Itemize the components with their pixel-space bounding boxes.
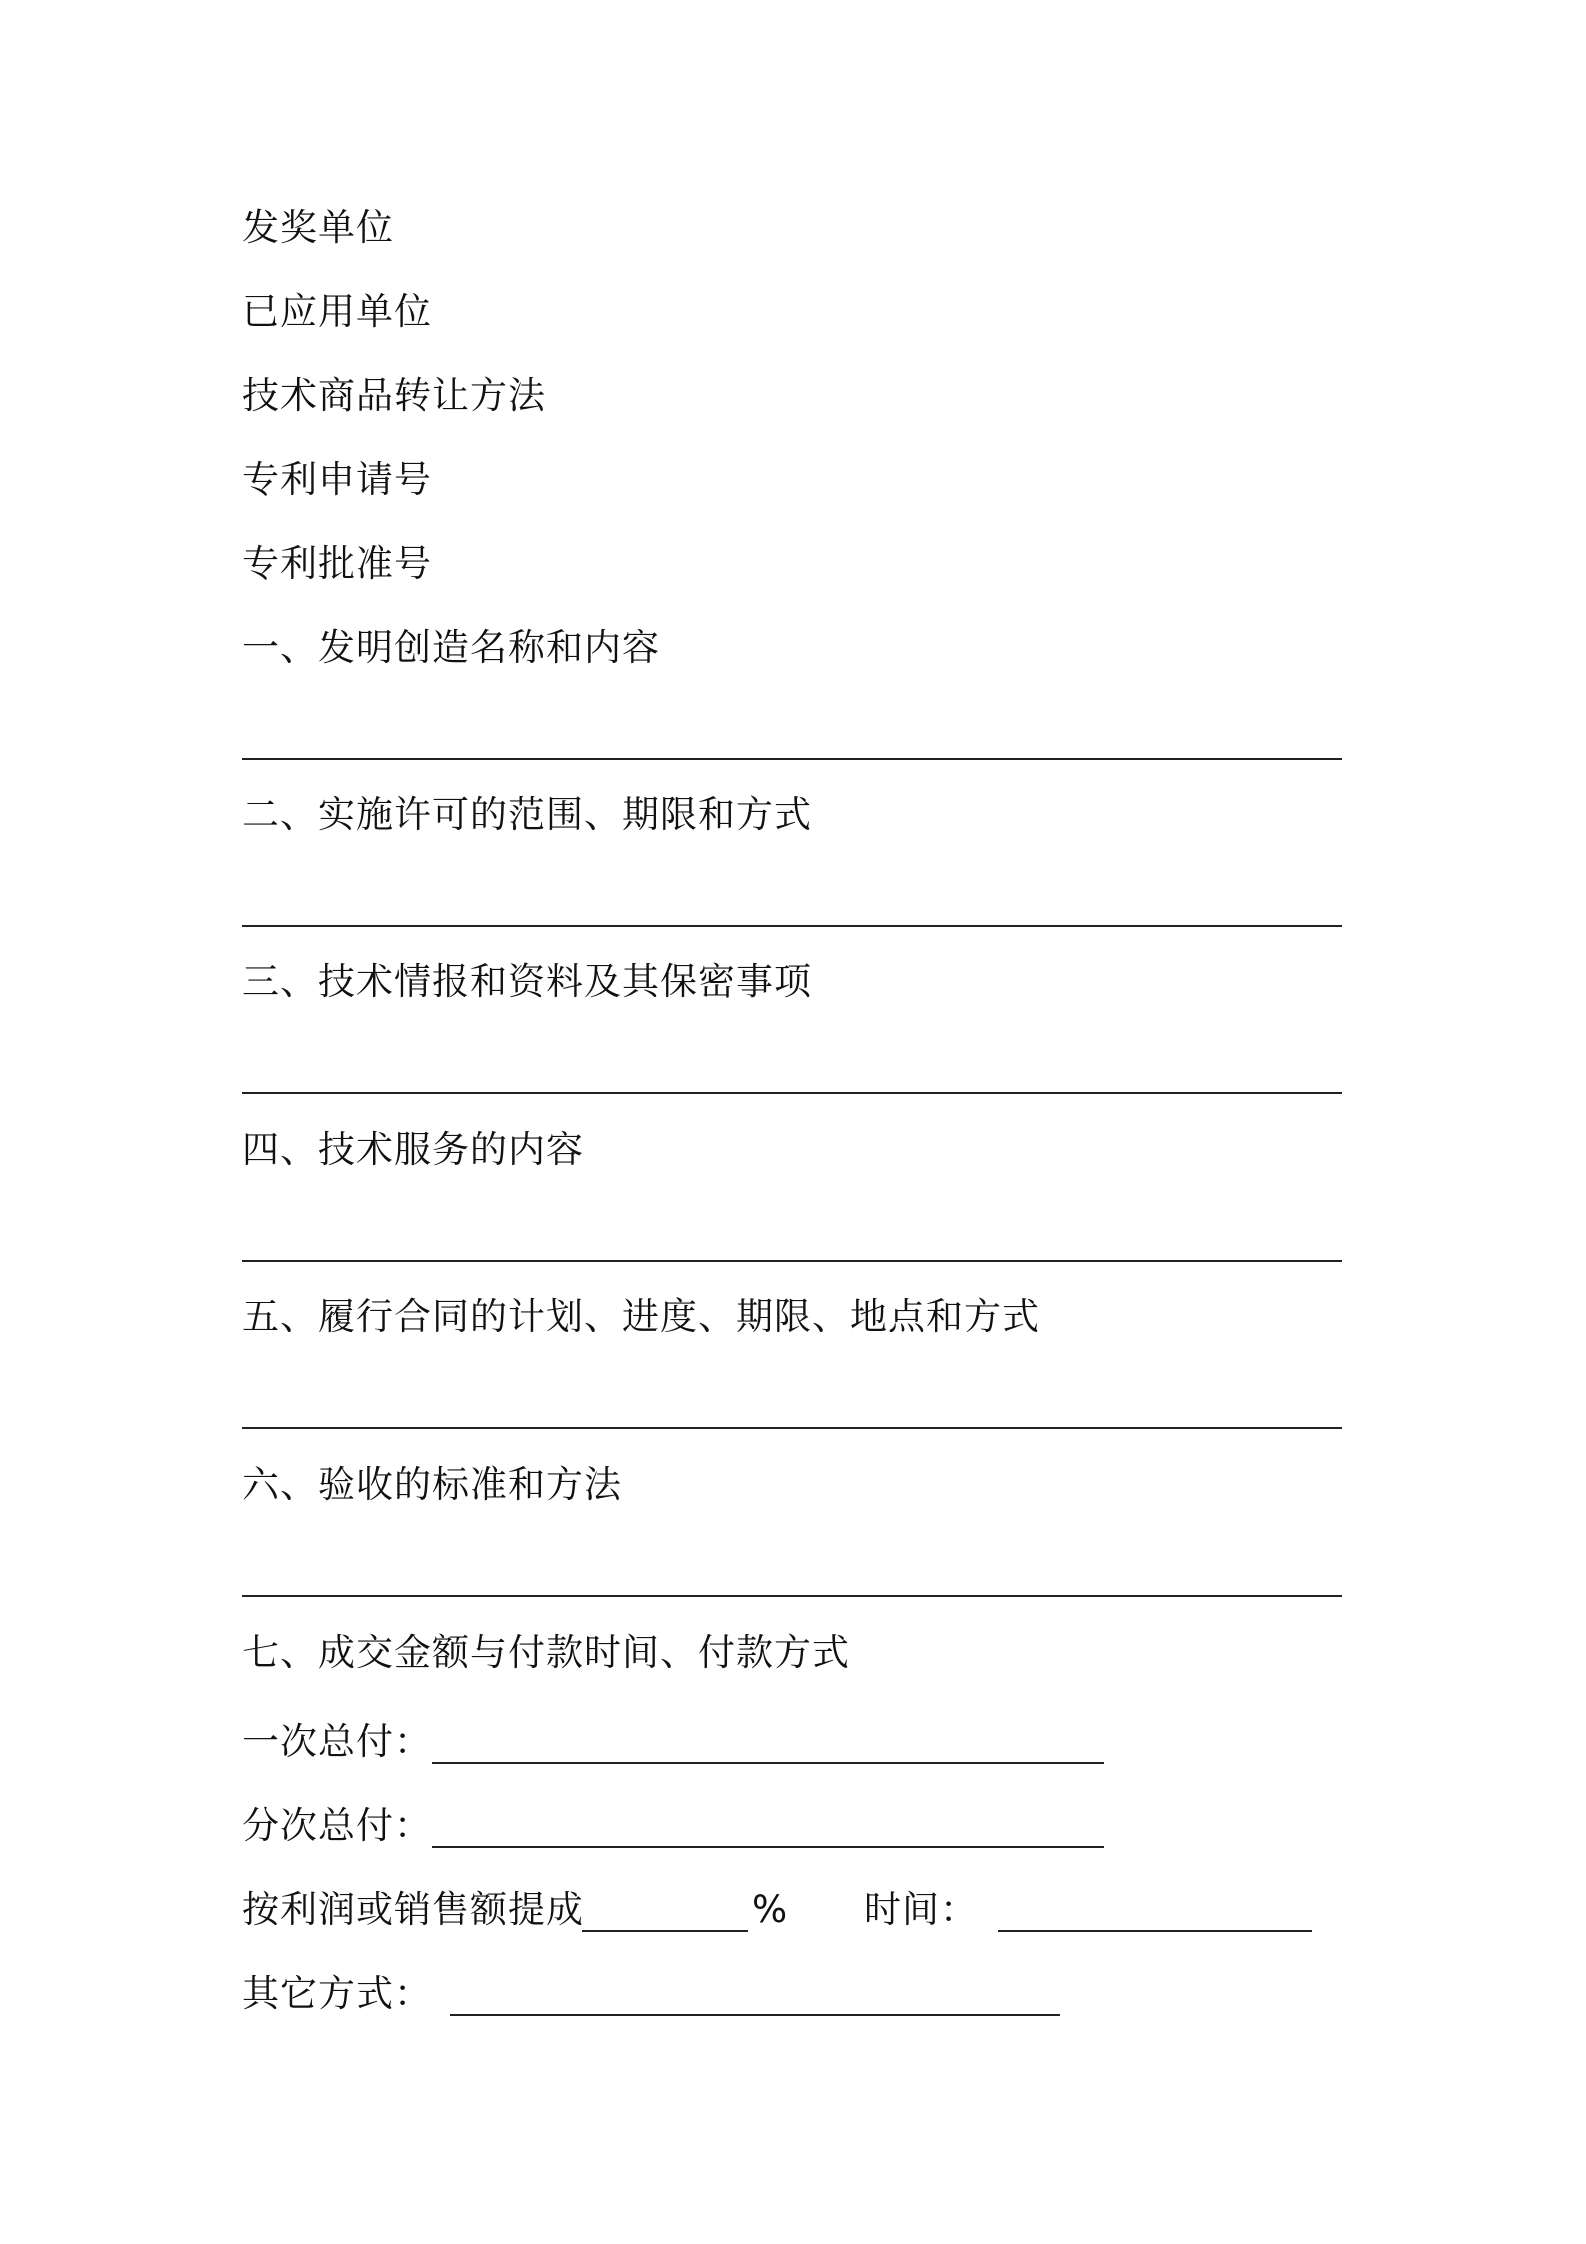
royalty-label: 按利润或销售额提成 xyxy=(242,1888,584,1931)
other-method-blank[interactable] xyxy=(450,2014,1060,2016)
fill-line-2[interactable] xyxy=(242,925,1342,927)
section-heading-5: 五、履行合同的计划、进度、期限、地点和方式 xyxy=(242,1295,1040,1338)
field-patent-approval-no: 专利批准号 xyxy=(242,542,432,585)
lump-sum-row xyxy=(242,1718,1342,1766)
percent-sign: % xyxy=(752,1888,789,1931)
field-patent-application-no: 专利申请号 xyxy=(242,458,432,501)
section-heading-7: 七、成交金额与付款时间、付款方式 xyxy=(242,1631,850,1674)
time-blank[interactable] xyxy=(998,1930,1312,1932)
fill-line-4[interactable] xyxy=(242,1260,1342,1262)
installment-label: 分次总付： xyxy=(242,1804,432,1847)
field-applied-unit: 已应用单位 xyxy=(242,290,432,333)
royalty-row xyxy=(242,1886,1342,1934)
section-heading-4: 四、技术服务的内容 xyxy=(242,1128,584,1171)
field-transfer-method: 技术商品转让方法 xyxy=(242,374,546,417)
section-heading-1: 一、发明创造名称和内容 xyxy=(242,626,660,669)
section-heading-2: 二、实施许可的范围、期限和方式 xyxy=(242,793,812,836)
other-method-row xyxy=(242,1970,1342,2018)
installment-row xyxy=(242,1802,1342,1850)
fill-line-1[interactable] xyxy=(242,758,1342,760)
lump-sum-blank[interactable] xyxy=(432,1762,1104,1764)
fill-line-3[interactable] xyxy=(242,1092,1342,1094)
fill-line-5[interactable] xyxy=(242,1427,1342,1429)
section-heading-6: 六、验收的标准和方法 xyxy=(242,1463,622,1506)
field-award-unit: 发奖单位 xyxy=(242,206,394,249)
time-label: 时间： xyxy=(864,1888,978,1931)
section-heading-3: 三、技术情报和资料及其保密事项 xyxy=(242,960,812,1003)
royalty-percent-blank[interactable] xyxy=(582,1930,748,1932)
other-method-label: 其它方式： xyxy=(242,1972,432,2015)
lump-sum-label: 一次总付： xyxy=(242,1720,432,1763)
fill-line-6[interactable] xyxy=(242,1595,1342,1597)
installment-blank[interactable] xyxy=(432,1846,1104,1848)
